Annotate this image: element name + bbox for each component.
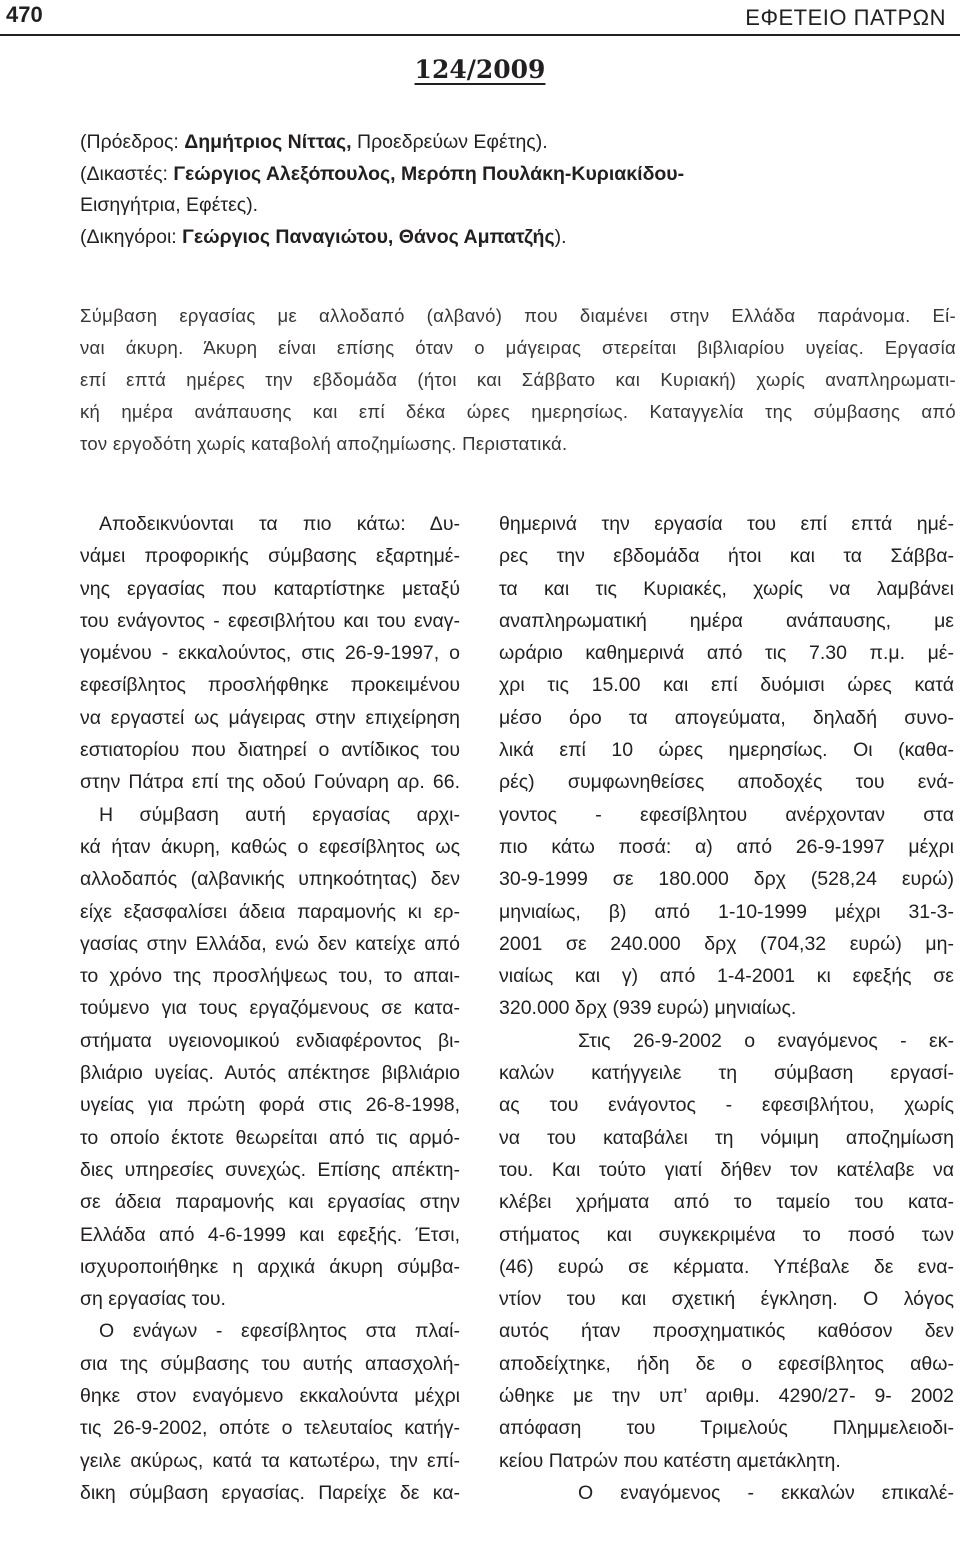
paragraph-line: ισχυροποιήθηκε η αρχικά άκυρη σύμβα-: [80, 1255, 460, 1278]
paragraph-line: απόφαση του Τριμελούς Πλημμελειοδι-: [499, 1417, 954, 1440]
paragraph-line: ση εργασίας του.: [80, 1288, 226, 1311]
paragraph-line: σια της σύμβασης του αυτής απασχολή-: [80, 1352, 460, 1375]
decision-number: 124/2009: [414, 55, 546, 84]
paragraph-line: στήματος και συγκεκριμένα το ποσό των: [499, 1223, 954, 1246]
right-text-column: [499, 508, 954, 1509]
paragraph-line: τα και τις Κυριακές, χωρίς να λαμβάνει: [499, 577, 954, 600]
paragraph-line: σε άδεια παραμονής και εργασίας στην: [80, 1191, 460, 1214]
judges-names: Γεώργιος Αλεξόπουλος, Μερόπη Πουλάκη-Κυριακίδου-: [173, 162, 685, 185]
paragraph-line: αλλοδαπός (αλβανικής υπηκοότητας) δεν: [80, 868, 460, 891]
summary-line: ναι άκυρη. Άκυρη είναι επίσης όταν ο μάγειρας στερείται βιβλιαρίου υγείας. Εργασία: [80, 337, 956, 358]
paragraph-line: Ο ενάγων - εφεσίβλητος στα πλαί-: [99, 1320, 460, 1343]
summary-line: τον εργοδότη χωρίς καταβολή αποζημίωσης. Περιστατικά.: [80, 433, 568, 454]
paragraph-line: αυτός ήταν προσχηματικός καθόσον δεν: [499, 1320, 954, 1343]
paragraph-line: ρές) συμφωνηθείσες αποδοχές του ενά-: [499, 771, 954, 794]
page-number: 470: [6, 2, 43, 27]
paragraph-line: θηκε στον εναγόμενο εκκαλούντα μέχρι: [80, 1385, 460, 1408]
paragraph-line: ωράριο καθημερινά από τις 7.30 π.μ. μέ-: [499, 642, 954, 665]
paragraph-line: γειλε ακύρως, κατά τα κατωτέρω, την επί-: [80, 1449, 460, 1472]
judges-line: (Δικαστές: Γεώργιος Αλεξόπουλος, Μερόπη Πουλάκη-Κυριακίδου-: [80, 162, 685, 185]
paragraph-line: διες υπηρεσίες συνεχώς. Επίσης απέκτη-: [80, 1158, 460, 1181]
paragraph-line: εφεσίβλητος προσλήφθηκε προκειμένου: [80, 674, 460, 697]
case-summary: [80, 300, 956, 460]
paragraph-line: Η σύμβαση αυτή εργασίας αρχι-: [99, 803, 460, 826]
paragraph-line: του ενάγοντος - εφεσιβλήτου και του εναγ-: [80, 609, 460, 632]
paragraph-line: νης εργασίας που καταρτίστηκε μεταξύ: [80, 577, 460, 600]
paragraph-line: γοντος - εφεσίβλητου ανέρχονταν στα: [499, 803, 954, 826]
paragraph-line: γασίας στην Ελλάδα, ενώ δεν κατείχε από: [80, 932, 460, 955]
paragraph-line: εστιατορίου που διατηρεί ο αντίδικος του: [80, 739, 460, 762]
paragraph-line: δικη σύμβαση εργασίας. Παρείχε δε κα-: [80, 1481, 460, 1504]
paragraph-line: 2001 σε 240.000 δρχ (704,32 ευρώ) μη-: [499, 932, 954, 955]
paragraph-line: ρες την εβδομάδα ήτοι και τα Σάββα-: [499, 545, 954, 568]
paragraph-line: κλέβει χρήματα από το ταμείο του κατα-: [499, 1191, 954, 1214]
paragraph-line: χρι τις 15.00 και επί δυόμισι ώρες κατά: [499, 674, 954, 697]
paragraph-line: (46) ευρώ σε κέρματα. Υπέβαλε δε ενα-: [499, 1255, 954, 1278]
president-line: (Πρόεδρος: Δημήτριος Νίττας, Προεδρεύων Εφέτης).: [80, 131, 548, 153]
lawyers-names: Γεώργιος Παναγιώτου, Θάνος Αμπατζής: [182, 225, 555, 248]
paragraph-line: βλιάριο υγείας. Αυτός απέκτησε βιβλιάριο: [80, 1062, 460, 1085]
paragraph-line: Αποδεικνύονται τα πιο κάτω: Δυ-: [99, 513, 460, 535]
paragraph-line: γομένου - εκκαλούντος, στις 26-9-1997, ο: [80, 642, 460, 665]
paragraph-line: τις 26-9-2002, οπότε ο τελευταίος κατήγ-: [80, 1417, 460, 1440]
paragraph-line: νάμει προφορικής σύμβασης εξαρτημέ-: [80, 545, 460, 568]
paragraph-line: καλών κατήγγειλε τη σύμβαση εργασί-: [499, 1062, 954, 1085]
paragraph-line: στήματα υγειονομικού ενδιαφέροντος βι-: [80, 1029, 460, 1052]
summary-line: επί επτά ημέρες την εβδομάδα (ήτοι και Σάββατο και Κυριακή) χωρίς αναπληρωματι-: [80, 369, 956, 390]
president-name: Δημήτριος Νίττας,: [184, 131, 352, 153]
court-name-running-head: ΕΦΕΤΕΙΟ ΠΑΤΡΩΝ: [745, 5, 946, 30]
paragraph-line: 30-9-1999 σε 180.000 δρχ (528,24 ευρώ): [499, 868, 954, 891]
paragraph-line: πιο κάτω ποσά: α) από 26-9-1997 μέχρι: [499, 835, 954, 858]
paragraph-line: αναπληρωματική ημέρα ανάπαυσης, με: [499, 609, 954, 632]
paragraph-line: στην Πάτρα επί της οδού Γούναρη αρ. 66.: [80, 771, 460, 794]
summary-line: κή ημέρα ανάπαυσης και επί δέκα ώρες ημερησίως. Καταγγελία της σύμβασης από: [80, 401, 956, 422]
paragraph-line: Ο εναγόμενος - εκκαλών επικαλέ-: [578, 1481, 954, 1504]
paragraph-line: το χρόνο της προσλήψεως του, το απαι-: [80, 965, 460, 988]
paragraph-line: κά ήταν άκυρη, καθώς ο εφεσίβλητος ως: [80, 835, 460, 858]
paragraph-line: τούμενο για τους εργαζόμενους σε κατα-: [80, 997, 460, 1020]
summary-line: Σύμβαση εργασίας με αλλοδαπό (αλβανό) που διαμένει στην Ελλάδα παράνομα. Εί-: [80, 305, 956, 326]
paragraph-line: νιαίως και γ) από 1-4-2001 κι εφεξής σε: [499, 965, 954, 988]
paragraph-line: αποδείχτηκε, ήδη δε ο εφεσίβλητος αθω-: [499, 1352, 954, 1375]
paragraph-line: να εργαστεί ως μάγειρας στην επιχείρηση: [80, 706, 460, 729]
paragraph-line: να του καταβάλει τη νόμιμη αποζημίωση: [499, 1126, 954, 1149]
paragraph-line: θημερινά την εργασία του επί επτά ημέ-: [499, 513, 954, 535]
court-composition: [80, 127, 920, 253]
paragraph-line: Ελλάδα από 4-6-1999 και εφεξής. Έτσι,: [80, 1223, 460, 1246]
left-text-column: [80, 508, 460, 1509]
paragraph-line: ώθηκε με την υπ’ αριθμ. 4290/27- 9- 2002: [499, 1385, 954, 1408]
paragraph-line: υγείας για πρώτη φορά στις 26-8-1998,: [80, 1094, 460, 1117]
paragraph-line: το οποίο έκτοτε θεωρείται από τις αρμό-: [80, 1126, 460, 1149]
paragraph-line: του. Και τούτο γιατί δήθεν τον κατέλαβε να: [499, 1158, 954, 1181]
paragraph-line: μηνιαίως, β) από 1-10-1999 μέχρι 31-3-: [499, 900, 954, 923]
paragraph-line: ας του ενάγοντος - εφεσιβλήτου, χωρίς: [499, 1094, 954, 1117]
paragraph-line: ντίον του και σχετική έγκληση. Ο λόγος: [499, 1288, 954, 1311]
page-header: [0, 0, 960, 36]
paragraph-line: Στις 26-9-2002 ο εναγόμενος - εκ-: [578, 1029, 954, 1052]
paragraph-line: είχε εξασφαλίσει άδεια παραμονής κι ερ-: [80, 900, 460, 923]
header-divider: [0, 34, 960, 36]
judges-line-continued: Εισηγήτρια, Εφέτες).: [80, 194, 259, 216]
lawyers-line: (Δικηγόροι: Γεώργιος Παναγιώτου, Θάνος Αμπατζής).: [80, 225, 567, 248]
paragraph-line: 320.000 δρχ (939 ευρώ) μηνιαίως.: [499, 997, 797, 1020]
paragraph-line: μέσο όρο τα απογεύματα, δηλαδή συνο-: [499, 706, 954, 729]
paragraph-line: κείου Πατρών που κατέστη αμετάκλητη.: [499, 1449, 841, 1472]
paragraph-line: λικά επί 10 ώρες ημερησίως. Οι (καθα-: [499, 739, 954, 762]
